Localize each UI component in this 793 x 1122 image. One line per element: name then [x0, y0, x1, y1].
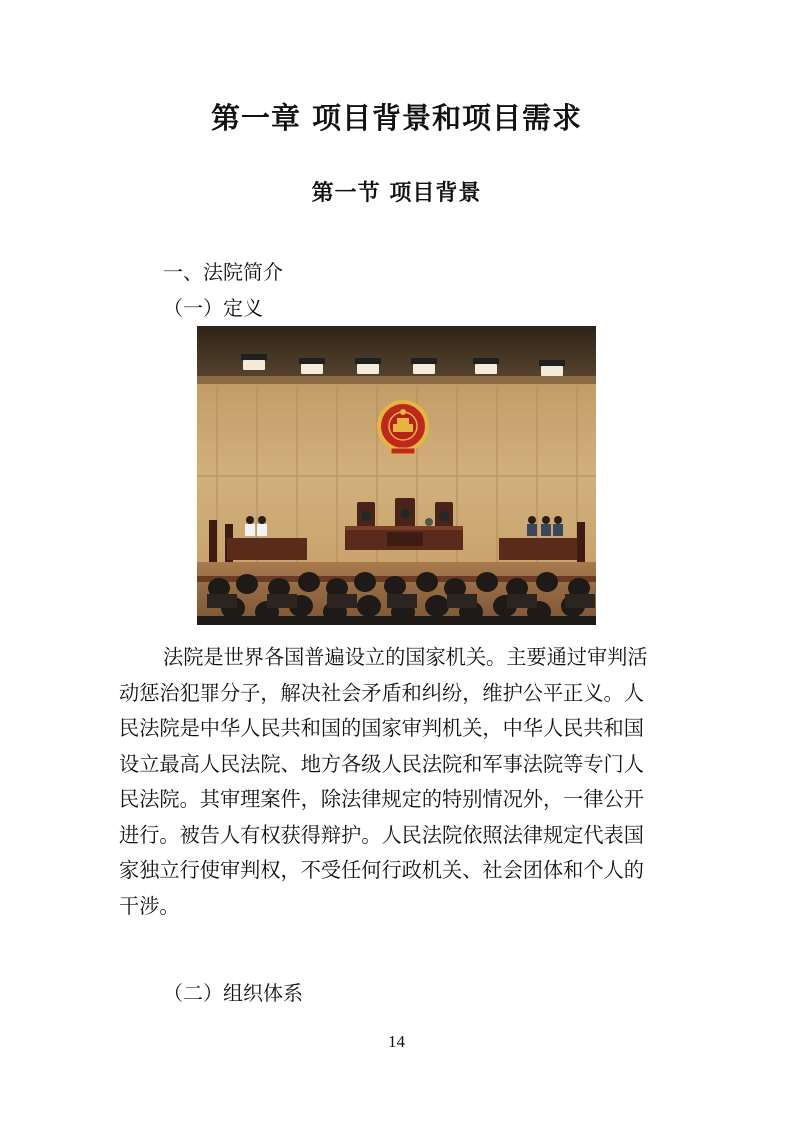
courtroom-photo	[197, 326, 596, 625]
chapter-title: 第一章 项目背景和项目需求	[210, 101, 583, 135]
section-title: 第一节 项目背景	[311, 181, 482, 206]
paragraph-line: 进行。被告人有权获得辩护。人民法院依照法律规定代表国	[119, 822, 644, 847]
paragraph-line: 动惩治犯罪分子，解决社会矛盾和纠纷，维护公平正义。人	[119, 680, 644, 705]
page-number: 14	[388, 1032, 405, 1051]
body-paragraph	[119, 640, 675, 924]
heading-court-intro: 一、法院简介	[163, 260, 283, 284]
heading-definition: （一）定义	[163, 296, 263, 320]
heading-organization-system: （二）组织体系	[163, 981, 303, 1005]
paragraph-line: 法院是世界各国普遍设立的国家机关。主要通过审判活	[163, 645, 648, 669]
paragraph-line: 家独立行使审判权，不受任何行政机关、社会团体和个人的	[119, 858, 644, 882]
paragraph-line: 干涉。	[119, 893, 180, 918]
paragraph-line: 民法院。其审理案件，除法律规定的特别情况外，一律公开	[119, 787, 644, 811]
paragraph-line: 设立最高人民法院、地方各级人民法院和军事法院等专门人	[119, 751, 644, 776]
paragraph-line: 民法院是中华人民共和国的国家审判机关，中华人民共和国	[119, 716, 644, 740]
